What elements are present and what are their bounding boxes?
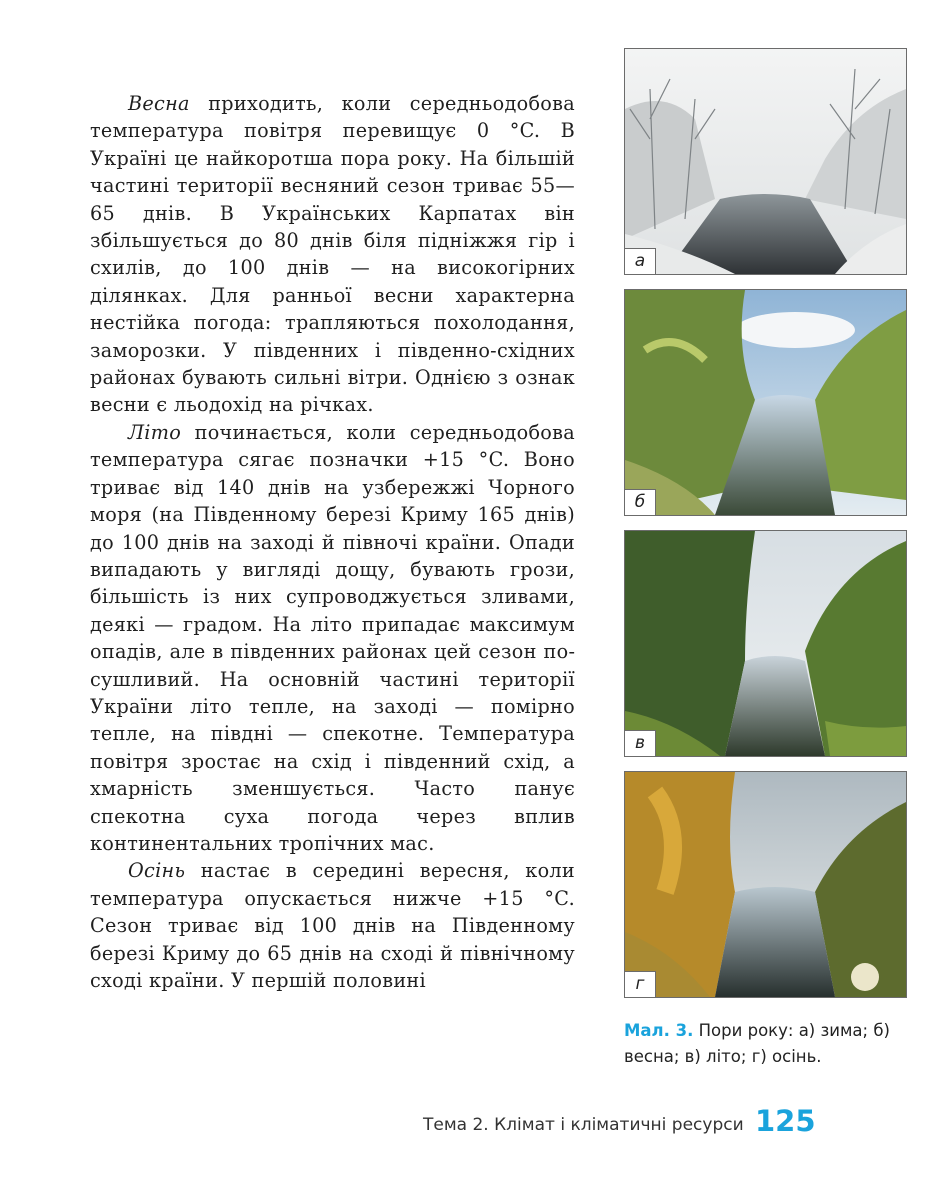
paragraph-summer-text: починається, коли середньодобова температура сягає позначки +15 °C. Воно триває від 140 днів на узбережжі Чорного моря (на Південному березі Криму 165 днів) до 100 днів на заході й півночі країни. Опади випадають у вигляді дощу, бувають грози, більшість із них супроводжується зливами, деякі — градом. На літо припадає максимум опадів, але в південних районах цей сезон посушливий. На основній частині території України літо тепле, на заході — помірно тепле, на півдні — спекотне. Температура повітря зростає на схід і південний схід, а хмарність зменшується. Часто панує спекотна суха погода через вплив континентальних тропічних мас.: [90, 420, 575, 855]
figure-caption: [624, 1018, 909, 1070]
photo-tag-a: а: [625, 248, 656, 274]
autumn-river-photo: [624, 771, 907, 998]
page-number: 125: [755, 1104, 816, 1138]
caption-label: Мал. 3.: [624, 1021, 694, 1040]
term-autumn: Осінь: [128, 859, 186, 883]
paragraph-autumn: [90, 857, 575, 994]
caption-text: Пори року: а) зима; б) весна; в) літо; г) осінь.: [624, 1021, 890, 1066]
paragraph-autumn-text: настає в середині вересня, коли температура опускається нижче +15 °C. Сезон триває від 100 днів на Південному березі Криму до 65 днів на сході й північному сході країни. У першій половині: [90, 859, 575, 992]
summer-river-photo: [624, 530, 907, 757]
winter-river-photo: [624, 48, 907, 275]
paragraph-spring-text: приходить, коли середньодобова температура повітря перевищує 0 °C. В Україні це найкоротша пора року. На більшій частині території весняний сезон триває 55—65 днів. В Українських Карпатах він збільшується до 80 днів біля підніжжя гір і схилів, до 100 днів — на високогірних ділянках. Для ранньої весни характерна нестійка погода: трапляються похолодання, заморозки. У південних і південно-східних районах бувають сильні вітри. Однією з ознак весни є льодохід на річках.: [90, 92, 575, 417]
spring-river-photo: [624, 289, 907, 516]
paragraph-summer: [90, 419, 575, 858]
footer-topic: Тема 2. Клімат і кліматичні ресурси: [423, 1115, 744, 1135]
photo-tag-g: г: [625, 971, 656, 997]
photo-tag-b: б: [625, 489, 656, 515]
photo-tag-v: в: [625, 730, 656, 756]
term-spring: Весна: [128, 92, 190, 115]
paragraph-spring: [90, 90, 575, 419]
term-summer: Літо: [128, 420, 182, 444]
body-text: [90, 90, 575, 994]
